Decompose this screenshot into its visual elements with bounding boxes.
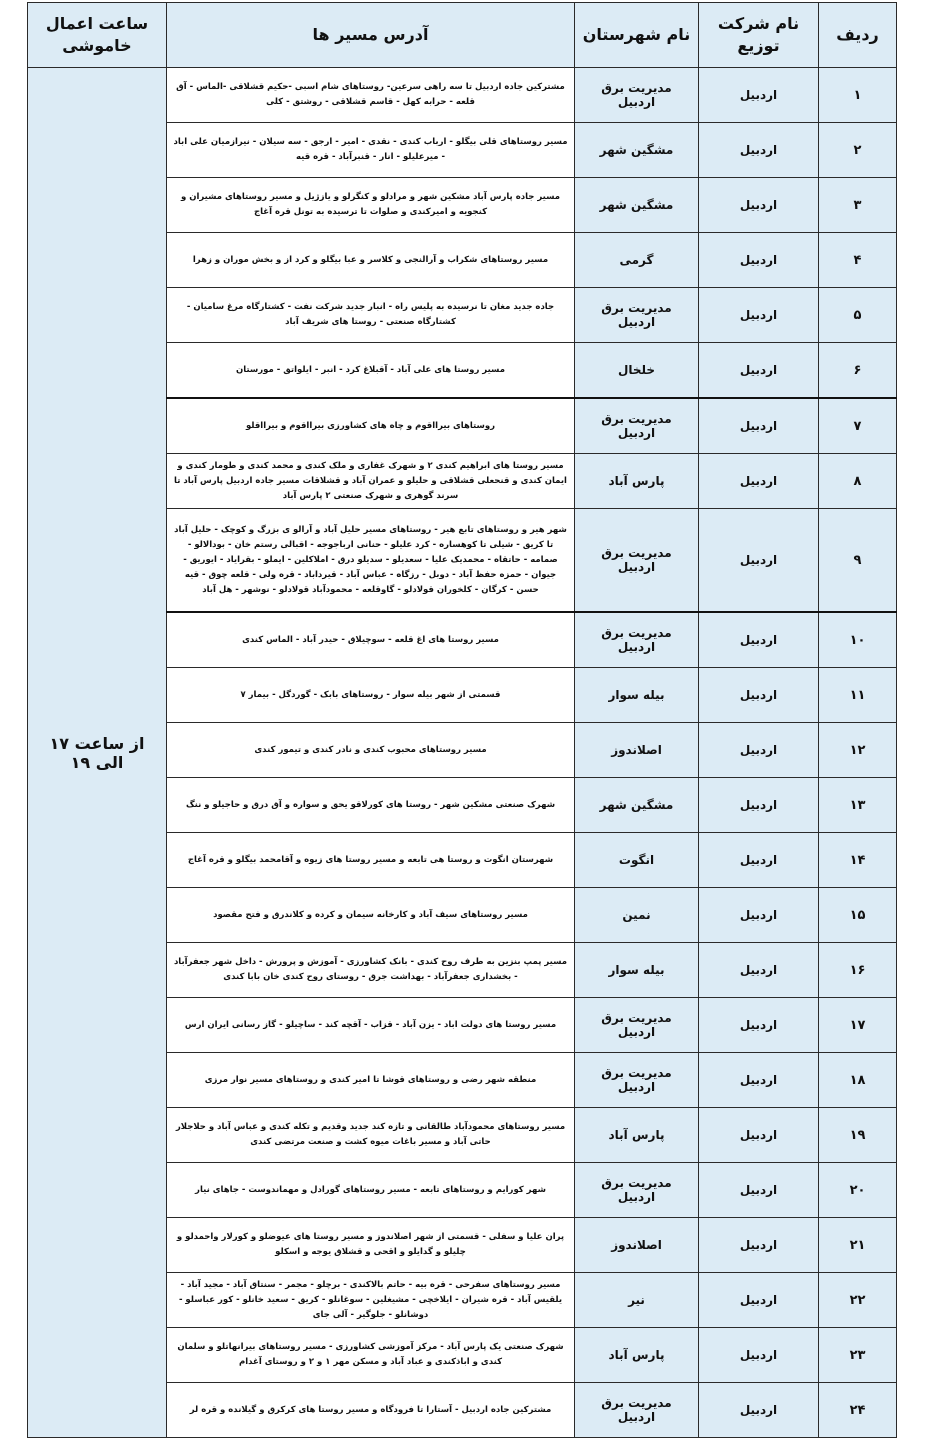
address-cell: پران علیا و سفلی - قسمتی از شهر اصلاندوز و مسیر روستا های عیوضلو و کورلار واحمدلو و چلیلو و گدایلو و اقحی و قشلاق یوجه و اسکلو [167, 1218, 575, 1273]
row-number-cell: ۱۱ [819, 668, 897, 723]
company-cell: اردبیل [699, 998, 819, 1053]
address-cell: شهرستان انگوت و روستا هی تابعه و مسیر روستا های زیوه و آقامحمد بیگلو و قره آغاج [167, 833, 575, 888]
row-number-cell: ۱۷ [819, 998, 897, 1053]
county-cell: مدیریت برق اردبیل [575, 998, 699, 1053]
address-cell: شهر کورایم و روستاهای تابعه - مسیر روستاهای گورادل و مهماندوست - جاهای نیار [167, 1163, 575, 1218]
address-cell: مسیر روستاهای سیف آباد و کارخانه سیمان و کرده و کلاندرق و فتح مقصود [167, 888, 575, 943]
header-time: ساعت اعمال خاموشی [28, 3, 167, 68]
row-number-cell: ۱۸ [819, 1053, 897, 1108]
company-cell: اردبیل [699, 1328, 819, 1383]
county-cell: مدیریت برق اردبیل [575, 509, 699, 613]
row-number-cell: ۷ [819, 398, 897, 454]
company-cell: اردبیل [699, 178, 819, 233]
county-cell: مدیریت برق اردبیل [575, 1383, 699, 1438]
company-cell: اردبیل [699, 1273, 819, 1328]
outage-schedule-table [27, 2, 897, 1438]
address-cell: مسیر روستا های دولت اباد - یزن آباد - قزاب - آقچه کند - ساچیلو - گاز رسانی ایران ارس [167, 998, 575, 1053]
company-cell: اردبیل [699, 1218, 819, 1273]
county-cell: مدیریت برق اردبیل [575, 612, 699, 668]
company-cell: اردبیل [699, 398, 819, 454]
row-number-cell: ۱۰ [819, 612, 897, 668]
row-number-cell: ۱۵ [819, 888, 897, 943]
county-cell: مدیریت برق اردبیل [575, 1053, 699, 1108]
row-number-cell: ۲۱ [819, 1218, 897, 1273]
address-cell: مسیر روستاهای سفرحی - قره بیه - حاتم بالاکندی - برچلو - مجمر - سنتاق آباد - مجید آباد - یلقیس آباد - قره شیران - ایلاخچی - مشیغلین - سوغانلو - کریق - سعید خانلو - کور عباسلو - دوشانلو - جلوگیر - آلی جای [167, 1273, 575, 1328]
county-cell: گرمی [575, 233, 699, 288]
header-row [28, 3, 897, 68]
address-cell: مشترکین جاده اردبیل - آستارا تا فرودگاه و مسیر روستا های کرکرق و گیلانده و قره لر [167, 1383, 575, 1438]
table-row [28, 68, 897, 123]
row-number-cell: ۲۴ [819, 1383, 897, 1438]
company-cell: اردبیل [699, 943, 819, 998]
address-cell: مسیر پمپ بنزین به طرف روح کندی - بانک کشاورزی - آموزش و پرورش - داخل شهر جعفرآباد - بخشداری جعفرآباد - بهداشت جرق - روستای روح کندی خان بابا کندی [167, 943, 575, 998]
header-county: نام شهرستان [575, 3, 699, 68]
header-row-number: ردیف [819, 3, 897, 68]
company-cell: اردبیل [699, 888, 819, 943]
address-cell: شهر هیر و روستاهای تابع هیر - روستاهای مسیر حلیل آباد و آرالو ی بزرگ و کوچک - حلیل آباد تا کریق - شیلی تا کوهساره - کرد علیلو - حنانی ارباجوجه - اقبالی رستم خان - بودالالو - صمامه - حاتقاه - محمدیک علیا - سعدیلو - سدیلو درق - املاکلین - ایملو - بقرایاد - ایوریق - جیوان - حمزه حفظ آباد - دوبل - رزگاه - عباس آباد - قیرداباد - قره ولی - قلعه چوق - قیه حسن - کرگان - کلخوران قولادلو - گاوقلعه - محمودآباد قولادلو - نوشهر - هل آباد [167, 509, 575, 613]
row-number-cell: ۲۳ [819, 1328, 897, 1383]
company-cell: اردبیل [699, 343, 819, 399]
company-cell: اردبیل [699, 833, 819, 888]
county-cell: مدیریت برق اردبیل [575, 398, 699, 454]
company-cell: اردبیل [699, 723, 819, 778]
row-number-cell: ۹ [819, 509, 897, 613]
row-number-cell: ۱۲ [819, 723, 897, 778]
county-cell: نیر [575, 1273, 699, 1328]
address-cell: شهرک صنعتی مشکین شهر - روستا های کورلاقو یحق و سواره و آق درق و حاجیلو و ننگ [167, 778, 575, 833]
row-number-cell: ۲۰ [819, 1163, 897, 1218]
row-number-cell: ۱ [819, 68, 897, 123]
address-cell: مسیر روستاهای محبوب کندی و نادر کندی و تیمور کندی [167, 723, 575, 778]
row-number-cell: ۱۴ [819, 833, 897, 888]
address-cell: منطقه شهر رضی و روستاهای قوشا تا امیر کندی و روستاهای مسیر نوار مرزی [167, 1053, 575, 1108]
county-cell: بیله سوار [575, 943, 699, 998]
address-cell: جاده جدید مغان تا نرسیده به پلیس راه - انبار جدید شرکت نفت - کشتارگاه مرغ سامیان - کشتارگاه صنعتی - روستا های شریف آباد [167, 288, 575, 343]
county-cell: مدیریت برق اردبیل [575, 68, 699, 123]
row-number-cell: ۴ [819, 233, 897, 288]
company-cell: اردبیل [699, 288, 819, 343]
company-cell: اردبیل [699, 233, 819, 288]
address-cell: مسیر روستا های علی آباد - آقبلاغ کرد - انبر - ایلواتق - مورستان [167, 343, 575, 399]
address-cell: شهرک صنعتی یک پارس آباد - مرکز آموزشی کشاورزی - مسیر روستاهای بیرانهاتلو و سلمان کندی و اباذکندی و عباد آباد و مسکن مهر ۱ و ۲ و روستای آغدام [167, 1328, 575, 1383]
address-cell: روستاهای بیرااقوم و چاه های کشاورزی بیرااقوم و بیرااقلو [167, 398, 575, 454]
row-number-cell: ۱۳ [819, 778, 897, 833]
county-cell: خلخال [575, 343, 699, 399]
row-number-cell: ۸ [819, 454, 897, 509]
address-cell: مسیر روستاهای شکراب و آرالنجی و کلاسر و عبا بیگلو و کرد از و بخش موران و زهرا [167, 233, 575, 288]
county-cell: انگوت [575, 833, 699, 888]
address-cell: قسمتی از شهر بیله سوار - روستاهای بابک - گوردگل - بیمار ۷ [167, 668, 575, 723]
address-cell: مسیر روستاهای قلی بیگلو - ارباب کندی - نقدی - امیر - ارجق - سه سیلان - نیرازمیان علی اباد - میرعلیلو - انار - قنبرآباد - قره قیه [167, 123, 575, 178]
company-cell: اردبیل [699, 668, 819, 723]
row-number-cell: ۵ [819, 288, 897, 343]
company-cell: اردبیل [699, 123, 819, 178]
county-cell: اصلاندوز [575, 723, 699, 778]
company-cell: اردبیل [699, 778, 819, 833]
company-cell: اردبیل [699, 1108, 819, 1163]
county-cell: بیله سوار [575, 668, 699, 723]
company-cell: اردبیل [699, 68, 819, 123]
address-cell: مسیر روستاهای محمودآباد طالقانی و تازه کند جدید وقدیم و تکله کندی و عباس آباد و حلاجلار حاتی آباد و مسیر باغات میوه کشت و صنعت مرتضی کندی [167, 1108, 575, 1163]
address-cell: مسیر روستا های ابراهیم کندی ۲ و شهرک غفاری و ملک کندی و محمد کندی و طومار کندی و ایمان کندی و قنحعلی قشلاقی و حلیلو و عمران آباد و قشلاقات مسیر جاده اردبیل پارس آباد تا سرند گوهری و شهرک صنعتی ۲ پارس آباد [167, 454, 575, 509]
county-cell: مدیریت برق اردبیل [575, 1163, 699, 1218]
outage-time-cell: از ساعت ۱۷ الی ۱۹ [28, 68, 167, 1438]
header-address: آدرس مسیر ها [167, 3, 575, 68]
row-number-cell: ۱۶ [819, 943, 897, 998]
company-cell: اردبیل [699, 612, 819, 668]
company-cell: اردبیل [699, 509, 819, 613]
company-cell: اردبیل [699, 1383, 819, 1438]
county-cell: مدیریت برق اردبیل [575, 288, 699, 343]
county-cell: پارس آباد [575, 454, 699, 509]
company-cell: اردبیل [699, 1053, 819, 1108]
county-cell: مشگین شهر [575, 178, 699, 233]
county-cell: نمین [575, 888, 699, 943]
company-cell: اردبیل [699, 454, 819, 509]
county-cell: پارس آباد [575, 1108, 699, 1163]
row-number-cell: ۲ [819, 123, 897, 178]
county-cell: اصلاندوز [575, 1218, 699, 1273]
county-cell: مشگین شهر [575, 778, 699, 833]
header-company: نام شرکت توزیع [699, 3, 819, 68]
address-cell: مسیر روستا های اغ قلعه - سوچیلاق - حیدر آباد - الماس کندی [167, 612, 575, 668]
row-number-cell: ۲۲ [819, 1273, 897, 1328]
county-cell: پارس آباد [575, 1328, 699, 1383]
company-cell: اردبیل [699, 1163, 819, 1218]
row-number-cell: ۶ [819, 343, 897, 399]
row-number-cell: ۳ [819, 178, 897, 233]
address-cell: مشترکین جاده اردبیل تا سه راهی سرعین- روستاهای شام اسبی -حکیم قشلاقی -الماس - آق قلعه - حرابه کهل - قاسم قشلاقی - روشتق - کلی [167, 68, 575, 123]
county-cell: مشگین شهر [575, 123, 699, 178]
table-body [28, 68, 897, 1438]
address-cell: مسیر جاده پارس آباد مشکین شهر و مرادلو و کنگرلو و یازژیل و مسیر روستاهای مشیران و کنجویه و امیرکندی و صلوات تا ترسیده به تونل قره آغاج [167, 178, 575, 233]
row-number-cell: ۱۹ [819, 1108, 897, 1163]
